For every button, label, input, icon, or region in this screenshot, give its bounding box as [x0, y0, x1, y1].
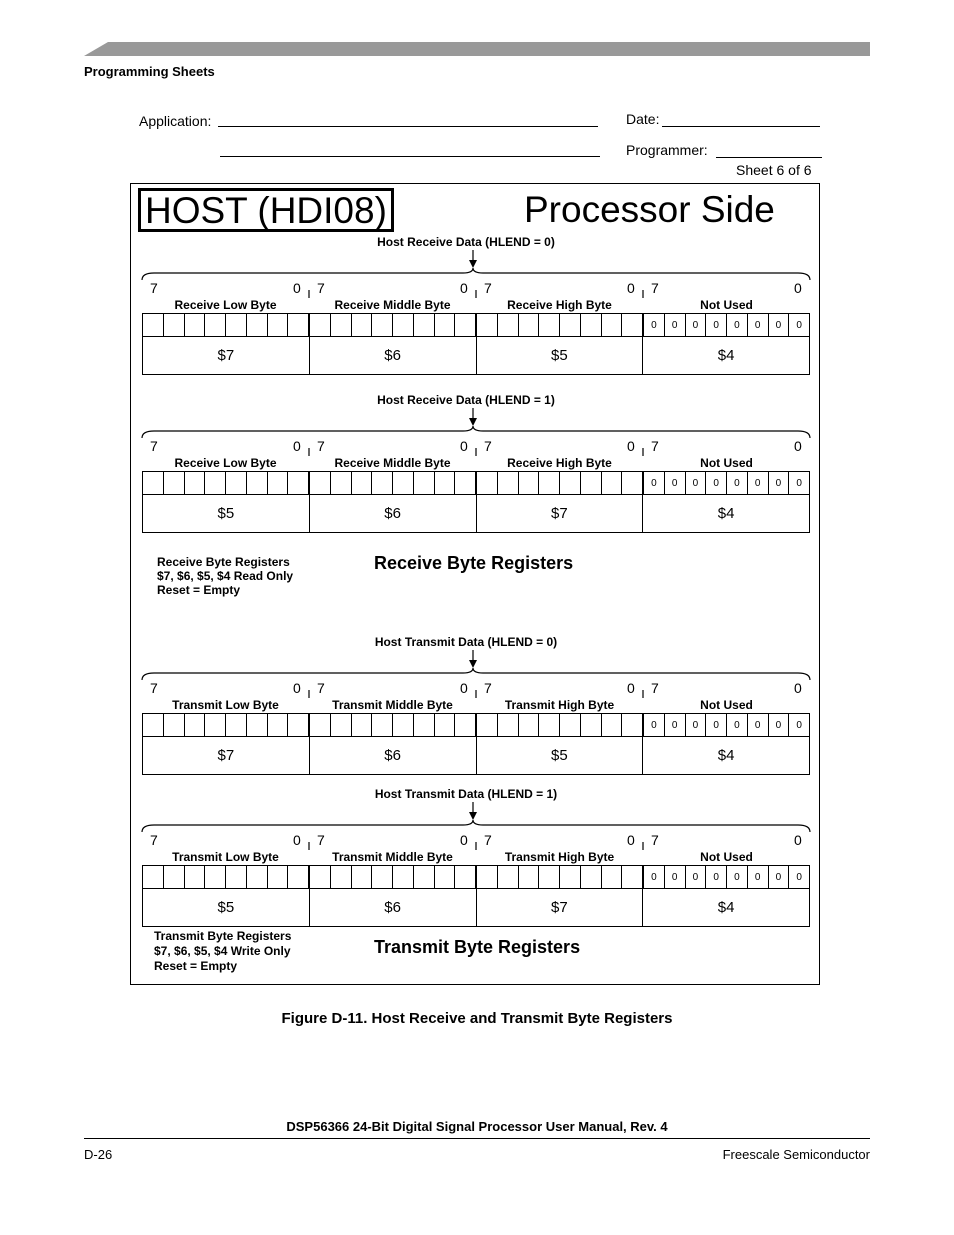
bit-cell[interactable] [352, 472, 373, 494]
bit-cell[interactable] [498, 866, 519, 888]
bit-cell[interactable] [602, 472, 623, 494]
field-name: Receive Middle Byte [334, 298, 451, 312]
receive-note-line: $7, $6, $5, $4 Read Only [157, 569, 294, 583]
host-title: HOST (HDI08) [138, 188, 394, 232]
bit-cell[interactable] [185, 866, 206, 888]
unused-bit: 0 [665, 714, 686, 736]
bit-cell[interactable] [519, 314, 540, 336]
bit-cell[interactable] [560, 472, 581, 494]
transmit-note-line: $7, $6, $5, $4 Write Only [154, 944, 291, 958]
bit-cell[interactable] [164, 314, 185, 336]
bit-cell[interactable] [205, 866, 226, 888]
address-row [143, 336, 809, 374]
bit-cell[interactable] [602, 314, 623, 336]
field-name: Not Used [700, 456, 753, 470]
receive-note-line: Reset = Empty [157, 583, 241, 597]
footer-manual: DSP56366 24-Bit Digital Signal Processor User Manual, Rev. 4 [286, 1119, 668, 1134]
bit-cell[interactable] [310, 314, 331, 336]
bit-cell[interactable] [455, 472, 477, 494]
register-grid [142, 865, 810, 927]
bit-cell[interactable] [414, 866, 435, 888]
bit-cell[interactable] [352, 714, 373, 736]
field-name: Receive High Byte [507, 456, 612, 470]
unused-bit: 0 [769, 314, 790, 336]
transmit-heading: Transmit Byte Registers [374, 937, 581, 957]
bit-number: 0 [460, 280, 468, 296]
bit-number: 7 [651, 438, 659, 454]
unused-bit: 0 [796, 719, 802, 731]
unused-bit: 0 [644, 472, 665, 494]
unused-bit: 0 [644, 714, 665, 736]
register-title: Host Receive Data (HLEND = 1) [377, 393, 555, 407]
field-name: Transmit High Byte [504, 850, 615, 864]
brace-arrow [140, 646, 814, 702]
bit-number: 7 [150, 280, 158, 296]
bit-cell[interactable] [393, 866, 414, 888]
bit-number: 0 [460, 438, 468, 454]
bit-cell[interactable] [372, 714, 393, 736]
bit-cell[interactable] [185, 472, 206, 494]
bit-number: 0 [794, 438, 802, 454]
bit-number: 7 [150, 438, 158, 454]
bit-cell[interactable] [164, 866, 185, 888]
bit-cell[interactable] [581, 866, 602, 888]
bit-cell[interactable] [581, 472, 602, 494]
unused-bit: 0 [686, 714, 707, 736]
bit-cell[interactable] [331, 472, 352, 494]
bit-cell[interactable] [455, 714, 477, 736]
bit-cell[interactable] [205, 314, 226, 336]
bit-number: 7 [150, 680, 158, 696]
field-name: Transmit Middle Byte [332, 698, 453, 712]
bit-cell[interactable] [393, 314, 414, 336]
bit-cell[interactable] [247, 472, 268, 494]
receive-note-line: Receive Byte Registers [157, 555, 290, 569]
register-grid [142, 713, 810, 775]
sheet-number: Sheet 6 of 6 [736, 162, 812, 178]
bit-number: 7 [317, 832, 325, 848]
bit-cell[interactable] [435, 472, 456, 494]
bit-number: 7 [484, 680, 492, 696]
address-cell: $4 [717, 899, 735, 916]
bit-cell[interactable] [164, 472, 185, 494]
bit-number: 0 [293, 832, 301, 848]
unused-bit: 0 [665, 866, 686, 888]
bit-cell[interactable] [288, 714, 310, 736]
bit-cell[interactable] [622, 714, 644, 736]
address-cell: $4 [717, 747, 735, 764]
bit-cell[interactable] [268, 314, 289, 336]
transmit-note-line: Transmit Byte Registers [154, 929, 292, 943]
bit-number: 7 [317, 438, 325, 454]
receive-notes [157, 555, 293, 597]
bit-cell[interactable] [581, 314, 602, 336]
bit-cell[interactable] [143, 714, 164, 736]
unused-bit: 0 [686, 314, 707, 336]
unused-bit: 0 [706, 314, 727, 336]
bit-cell[interactable] [477, 472, 498, 494]
bit-cell[interactable] [539, 866, 560, 888]
bit-cell[interactable] [372, 314, 393, 336]
field-name: Receive Low Byte [174, 456, 277, 470]
bit-cell[interactable] [393, 714, 414, 736]
transmit-note-line: Reset = Empty [154, 959, 238, 973]
bit-number: 0 [794, 832, 802, 848]
bit-number: 7 [484, 832, 492, 848]
bit-cell[interactable] [602, 714, 623, 736]
register-title: Host Receive Data (HLEND = 0) [377, 235, 555, 249]
bit-number: 0 [627, 438, 635, 454]
bit-cell[interactable] [435, 714, 456, 736]
field-name: Transmit Middle Byte [332, 850, 453, 864]
address-row [143, 494, 809, 532]
bit-cell[interactable] [205, 472, 226, 494]
bit-cell[interactable] [519, 714, 540, 736]
bit-number: 0 [460, 680, 468, 696]
address-row [143, 736, 809, 774]
address-cell: $5 [477, 737, 644, 774]
register-title: Host Transmit Data (HLEND = 1) [374, 787, 558, 801]
address-cell: $4 [717, 505, 735, 522]
bit-cell[interactable] [226, 472, 247, 494]
bit-number: 0 [794, 280, 802, 296]
bit-cell[interactable] [247, 866, 268, 888]
bit-cell[interactable] [226, 314, 247, 336]
bit-cell[interactable] [143, 866, 164, 888]
footer-rule [84, 1138, 870, 1139]
bit-cell[interactable] [539, 472, 560, 494]
unused-bit: 0 [727, 714, 748, 736]
unused-bit: 0 [748, 866, 769, 888]
field-name: Receive Middle Byte [334, 456, 451, 470]
address-cell: $7 [477, 889, 644, 926]
bit-cell[interactable] [310, 866, 331, 888]
unused-bit: 0 [796, 319, 802, 331]
bit-cell[interactable] [372, 866, 393, 888]
bit-cell[interactable] [622, 314, 644, 336]
brace-arrow [140, 404, 814, 460]
processor-side-title: Processor Side [524, 189, 775, 230]
address-cell: $6 [310, 337, 477, 374]
unused-bit: 0 [796, 477, 802, 489]
bit-cell[interactable] [247, 314, 268, 336]
programmer-label: Programmer: [626, 142, 708, 158]
unused-bit: 0 [769, 866, 790, 888]
unused-bit: 0 [727, 314, 748, 336]
unused-bit: 0 [665, 472, 686, 494]
bit-row [143, 714, 809, 736]
unused-bit: 0 [706, 472, 727, 494]
application-field-line2[interactable] [220, 156, 600, 157]
field-name: Receive Low Byte [174, 298, 277, 312]
bit-number: 0 [460, 832, 468, 848]
bit-number: 0 [627, 832, 635, 848]
bit-cell[interactable] [581, 714, 602, 736]
bit-number: 7 [317, 680, 325, 696]
bit-number: 7 [651, 680, 659, 696]
bit-cell[interactable] [560, 314, 581, 336]
register-title: Host Transmit Data (HLEND = 0) [374, 635, 558, 649]
bit-cell[interactable] [477, 866, 498, 888]
bit-cell[interactable] [455, 866, 477, 888]
bit-number: 0 [293, 438, 301, 454]
unused-bit: 0 [748, 472, 769, 494]
bit-cell[interactable] [185, 314, 206, 336]
bit-number: 0 [627, 280, 635, 296]
bit-cell[interactable] [205, 714, 226, 736]
section-header: Programming Sheets [84, 64, 215, 79]
field-name: Transmit Low Byte [172, 850, 279, 864]
address-cell: $7 [477, 495, 644, 532]
footer-page: D-26 [84, 1147, 113, 1162]
address-cell: $6 [310, 737, 477, 774]
unused-bit: 0 [665, 314, 686, 336]
unused-bit: 0 [796, 871, 802, 883]
receive-heading: Receive Byte Registers [374, 553, 574, 573]
bit-row [143, 866, 809, 888]
unused-bit: 0 [686, 472, 707, 494]
register-grid [142, 313, 810, 375]
field-name: Receive High Byte [507, 298, 612, 312]
brace-arrow [140, 246, 814, 302]
bit-cell[interactable] [352, 314, 373, 336]
unused-bit: 0 [644, 314, 665, 336]
transmit-notes [154, 929, 291, 974]
unused-bit: 0 [644, 866, 665, 888]
bit-cell[interactable] [602, 866, 623, 888]
bit-cell[interactable] [414, 714, 435, 736]
bit-cell[interactable] [247, 714, 268, 736]
footer-company: Freescale Semiconductor [722, 1147, 870, 1162]
unused-bit: 0 [706, 866, 727, 888]
bit-cell[interactable] [310, 472, 331, 494]
bit-cell[interactable] [414, 472, 435, 494]
figure-caption: Figure D-11. Host Receive and Transmit Byte Registers [281, 1010, 673, 1027]
address-cell: $4 [717, 347, 735, 364]
bit-cell[interactable] [622, 866, 644, 888]
header-bar [84, 42, 870, 56]
bit-row [143, 314, 809, 336]
bit-number: 7 [317, 280, 325, 296]
address-row [143, 888, 809, 926]
bit-cell[interactable] [185, 714, 206, 736]
bit-cell[interactable] [372, 472, 393, 494]
address-cell: $5 [477, 337, 644, 374]
bit-cell[interactable] [288, 866, 310, 888]
bit-number: 0 [293, 680, 301, 696]
bit-cell[interactable] [288, 314, 310, 336]
address-cell: $6 [310, 495, 477, 532]
bit-cell[interactable] [143, 472, 164, 494]
bit-cell[interactable] [560, 714, 581, 736]
unused-bit: 0 [727, 472, 748, 494]
field-name: Transmit Low Byte [172, 698, 279, 712]
bit-cell[interactable] [331, 714, 352, 736]
bit-cell[interactable] [519, 472, 540, 494]
bit-cell[interactable] [414, 314, 435, 336]
bit-cell[interactable] [622, 472, 644, 494]
bit-cell[interactable] [455, 314, 477, 336]
address-cell: $7 [143, 337, 310, 374]
address-cell: $7 [143, 737, 310, 774]
unused-bit: 0 [769, 714, 790, 736]
bit-number: 0 [794, 680, 802, 696]
bit-cell[interactable] [477, 314, 498, 336]
unused-bit: 0 [686, 866, 707, 888]
application-label: Application: [139, 113, 212, 129]
bit-cell[interactable] [498, 314, 519, 336]
field-name: Not Used [700, 298, 753, 312]
address-cell: $6 [310, 889, 477, 926]
brace-arrow [140, 798, 814, 854]
bit-cell[interactable] [226, 714, 247, 736]
unused-bit: 0 [769, 472, 790, 494]
bit-number: 7 [651, 832, 659, 848]
bit-cell[interactable] [331, 866, 352, 888]
bit-cell[interactable] [288, 472, 310, 494]
bit-cell[interactable] [477, 714, 498, 736]
bit-cell[interactable] [435, 866, 456, 888]
bit-cell[interactable] [519, 866, 540, 888]
field-name: Transmit High Byte [504, 698, 615, 712]
programmer-field[interactable] [716, 157, 822, 158]
bit-cell[interactable] [143, 314, 164, 336]
bit-cell[interactable] [498, 472, 519, 494]
field-name: Not Used [700, 698, 753, 712]
unused-bit: 0 [706, 714, 727, 736]
bit-cell[interactable] [331, 314, 352, 336]
unused-bit: 0 [748, 314, 769, 336]
address-cell: $5 [143, 889, 310, 926]
bit-cell[interactable] [352, 866, 373, 888]
bit-cell[interactable] [226, 866, 247, 888]
bit-number: 0 [293, 280, 301, 296]
bit-cell[interactable] [539, 314, 560, 336]
date-label: Date: [626, 111, 660, 127]
bit-cell[interactable] [560, 866, 581, 888]
bit-row [143, 472, 809, 494]
bit-number: 7 [651, 280, 659, 296]
bit-cell[interactable] [539, 714, 560, 736]
bit-cell[interactable] [393, 472, 414, 494]
application-field[interactable] [218, 126, 598, 127]
bit-cell[interactable] [268, 472, 289, 494]
unused-bit: 0 [748, 714, 769, 736]
date-field[interactable] [662, 126, 820, 127]
bit-cell[interactable] [268, 714, 289, 736]
bit-number: 7 [150, 832, 158, 848]
unused-bit: 0 [727, 866, 748, 888]
address-cell: $5 [143, 495, 310, 532]
bit-cell[interactable] [498, 714, 519, 736]
bit-cell[interactable] [164, 714, 185, 736]
bit-cell[interactable] [435, 314, 456, 336]
bit-number: 7 [484, 280, 492, 296]
bit-cell[interactable] [268, 866, 289, 888]
register-grid [142, 471, 810, 533]
bit-cell[interactable] [310, 714, 331, 736]
field-name: Not Used [700, 850, 753, 864]
bit-number: 7 [484, 438, 492, 454]
bit-number: 0 [627, 680, 635, 696]
